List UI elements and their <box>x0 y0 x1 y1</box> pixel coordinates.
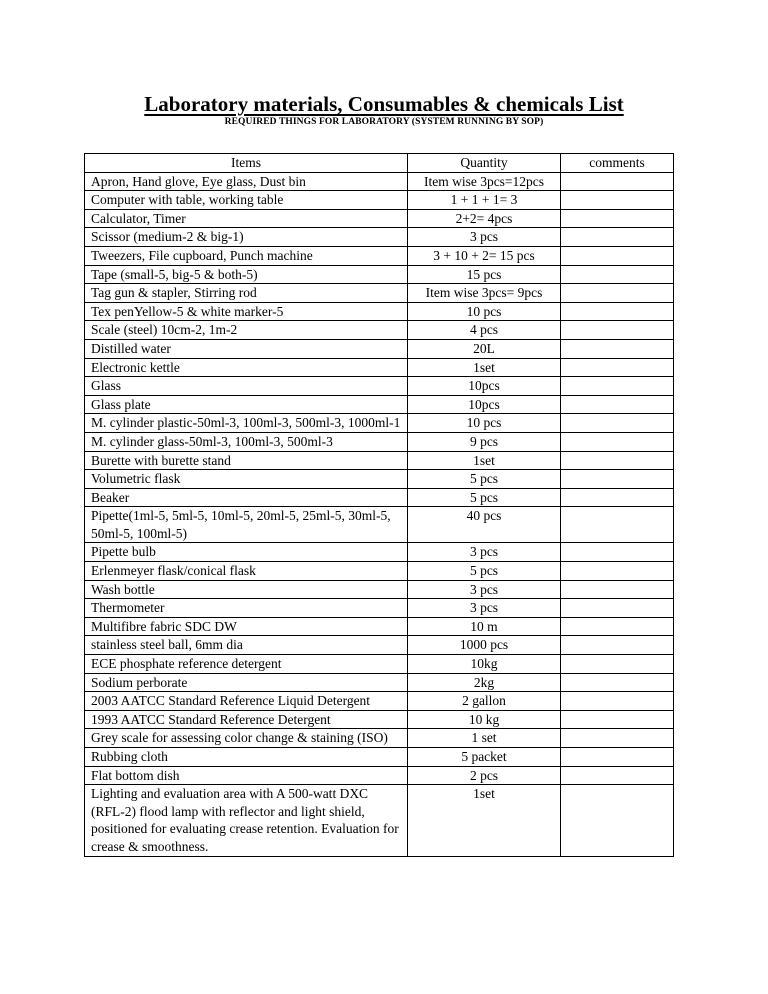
table-row <box>85 748 674 767</box>
table-row <box>85 655 674 674</box>
quantity-cell: 2kg <box>408 673 561 692</box>
table-row <box>85 339 674 358</box>
quantity-cell: 10 pcs <box>408 414 561 433</box>
comment-cell <box>561 488 674 507</box>
comment-cell <box>561 284 674 303</box>
comment-cell <box>561 395 674 414</box>
item-cell: Rubbing cloth <box>85 748 408 767</box>
quantity-cell: 2 pcs <box>408 766 561 785</box>
comment-cell <box>561 339 674 358</box>
table-row <box>85 284 674 303</box>
item-cell: Erlenmeyer flask/conical flask <box>85 562 408 581</box>
table-row <box>85 785 674 856</box>
header-comments: comments <box>561 154 674 173</box>
comment-cell <box>561 617 674 636</box>
table-row <box>85 543 674 562</box>
item-cell: Lighting and evaluation area with A 500-watt DXC (RFL-2) flood lamp with reflector and light shield, positioned for evaluating crease retention. Evaluation for crease & smoothness. <box>85 785 408 856</box>
comment-cell <box>561 191 674 210</box>
table-row <box>85 580 674 599</box>
item-cell: Multifibre fabric SDC DW <box>85 617 408 636</box>
table-row <box>85 673 674 692</box>
comment-cell <box>561 377 674 396</box>
item-cell: Distilled water <box>85 339 408 358</box>
item-cell: M. cylinder plastic-50ml-3, 100ml-3, 500ml-3, 1000ml-1 <box>85 414 408 433</box>
comment-cell <box>561 228 674 247</box>
comment-cell <box>561 785 674 856</box>
quantity-cell: 5 pcs <box>408 470 561 489</box>
quantity-cell: 1 + 1 + 1= 3 <box>408 191 561 210</box>
item-cell: 1993 AATCC Standard Reference Detergent <box>85 710 408 729</box>
table-row <box>85 599 674 618</box>
quantity-cell: 40 pcs <box>408 507 561 543</box>
item-cell: 2003 AATCC Standard Reference Liquid Detergent <box>85 692 408 711</box>
table-row <box>85 209 674 228</box>
comment-cell <box>561 172 674 191</box>
item-cell: ECE phosphate reference detergent <box>85 655 408 674</box>
item-cell: Wash bottle <box>85 580 408 599</box>
table-row <box>85 729 674 748</box>
quantity-cell: 2+2= 4pcs <box>408 209 561 228</box>
quantity-cell: 10kg <box>408 655 561 674</box>
quantity-cell: 15 pcs <box>408 265 561 284</box>
item-cell: Glass plate <box>85 395 408 414</box>
quantity-cell: 5 pcs <box>408 488 561 507</box>
comment-cell <box>561 543 674 562</box>
comment-cell <box>561 470 674 489</box>
table-header-row <box>85 154 674 173</box>
comment-cell <box>561 358 674 377</box>
table-row <box>85 488 674 507</box>
table-row <box>85 414 674 433</box>
table-row <box>85 692 674 711</box>
item-cell: Burette with burette stand <box>85 451 408 470</box>
comment-cell <box>561 729 674 748</box>
comment-cell <box>561 636 674 655</box>
table-row <box>85 451 674 470</box>
quantity-cell: 2 gallon <box>408 692 561 711</box>
item-cell: Volumetric flask <box>85 470 408 489</box>
table-row <box>85 562 674 581</box>
table-row <box>85 507 674 543</box>
table-row <box>85 358 674 377</box>
table-row <box>85 636 674 655</box>
comment-cell <box>561 507 674 543</box>
comment-cell <box>561 302 674 321</box>
item-cell: Grey scale for assessing color change & staining (ISO) <box>85 729 408 748</box>
quantity-cell: 10 m <box>408 617 561 636</box>
item-cell: Scale (steel) 10cm-2, 1m-2 <box>85 321 408 340</box>
comment-cell <box>561 766 674 785</box>
comment-cell <box>561 432 674 451</box>
table-row <box>85 191 674 210</box>
item-cell: Flat bottom dish <box>85 766 408 785</box>
table-row <box>85 228 674 247</box>
item-cell: Thermometer <box>85 599 408 618</box>
comment-cell <box>561 414 674 433</box>
item-cell: stainless steel ball, 6mm dia <box>85 636 408 655</box>
item-cell: Pipette bulb <box>85 543 408 562</box>
quantity-cell: 3 + 10 + 2= 15 pcs <box>408 246 561 265</box>
quantity-cell: 3 pcs <box>408 580 561 599</box>
item-cell: Sodium perborate <box>85 673 408 692</box>
comment-cell <box>561 692 674 711</box>
table-row <box>85 265 674 284</box>
document-title-wrap <box>0 92 768 117</box>
item-cell: Beaker <box>85 488 408 507</box>
comment-cell <box>561 748 674 767</box>
table-row <box>85 246 674 265</box>
comment-cell <box>561 321 674 340</box>
comment-cell <box>561 599 674 618</box>
comment-cell <box>561 710 674 729</box>
item-cell: Computer with table, working table <box>85 191 408 210</box>
table-row <box>85 710 674 729</box>
quantity-cell: 5 pcs <box>408 562 561 581</box>
comment-cell <box>561 265 674 284</box>
item-cell: Tweezers, File cupboard, Punch machine <box>85 246 408 265</box>
quantity-cell: Item wise 3pcs= 9pcs <box>408 284 561 303</box>
quantity-cell: 5 packet <box>408 748 561 767</box>
item-cell: Scissor (medium-2 & big-1) <box>85 228 408 247</box>
header-items: Items <box>85 154 408 173</box>
header-quantity: Quantity <box>408 154 561 173</box>
quantity-cell: 10 pcs <box>408 302 561 321</box>
quantity-cell: 10pcs <box>408 395 561 414</box>
quantity-cell: 1set <box>408 451 561 470</box>
table-row <box>85 617 674 636</box>
table-row <box>85 302 674 321</box>
quantity-cell: 9 pcs <box>408 432 561 451</box>
item-cell: Tape (small-5, big-5 & both-5) <box>85 265 408 284</box>
item-cell: Electronic kettle <box>85 358 408 377</box>
table-row <box>85 377 674 396</box>
document-subtitle: REQUIRED THINGS FOR LABORATORY (SYSTEM RUNNING BY SOP) <box>224 117 544 127</box>
quantity-cell: 10 kg <box>408 710 561 729</box>
comment-cell <box>561 673 674 692</box>
document-title: Laboratory materials, Consumables & chemicals List <box>144 92 624 116</box>
comment-cell <box>561 562 674 581</box>
quantity-cell: 10pcs <box>408 377 561 396</box>
table-row <box>85 766 674 785</box>
quantity-cell: 3 pcs <box>408 543 561 562</box>
item-cell: Calculator, Timer <box>85 209 408 228</box>
comment-cell <box>561 580 674 599</box>
comment-cell <box>561 451 674 470</box>
table-body <box>85 172 674 856</box>
table-row <box>85 395 674 414</box>
table-row <box>85 432 674 451</box>
quantity-cell: 1set <box>408 358 561 377</box>
materials-table <box>84 153 674 857</box>
item-cell: Tex penYellow-5 & white marker-5 <box>85 302 408 321</box>
quantity-cell: Item wise 3pcs=12pcs <box>408 172 561 191</box>
item-cell: Glass <box>85 377 408 396</box>
quantity-cell: 1000 pcs <box>408 636 561 655</box>
quantity-cell: 20L <box>408 339 561 358</box>
quantity-cell: 1set <box>408 785 561 856</box>
quantity-cell: 3 pcs <box>408 228 561 247</box>
quantity-cell: 1 set <box>408 729 561 748</box>
quantity-cell: 4 pcs <box>408 321 561 340</box>
comment-cell <box>561 246 674 265</box>
table-row <box>85 172 674 191</box>
comment-cell <box>561 209 674 228</box>
table-row <box>85 470 674 489</box>
item-cell: M. cylinder glass-50ml-3, 100ml-3, 500ml-3 <box>85 432 408 451</box>
item-cell: Tag gun & stapler, Stirring rod <box>85 284 408 303</box>
table-row <box>85 321 674 340</box>
item-cell: Apron, Hand glove, Eye glass, Dust bin <box>85 172 408 191</box>
quantity-cell: 3 pcs <box>408 599 561 618</box>
item-cell: Pipette(1ml-5, 5ml-5, 10ml-5, 20ml-5, 25ml-5, 30ml-5, 50ml-5, 100ml-5) <box>85 507 408 543</box>
comment-cell <box>561 655 674 674</box>
